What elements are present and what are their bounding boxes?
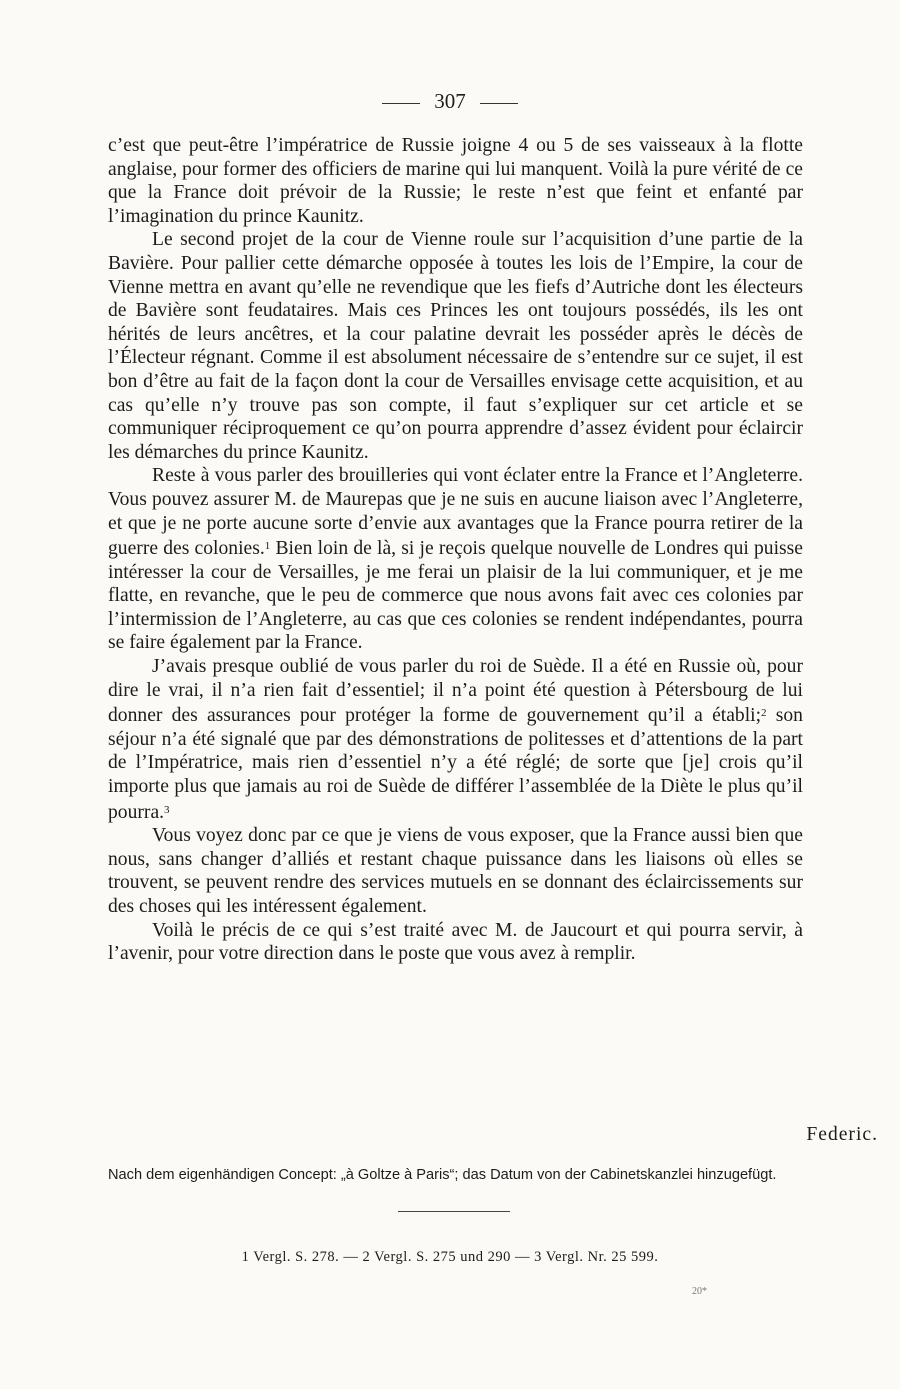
footnotes: 1 Vergl. S. 278. — 2 Vergl. S. 275 und 290 — 3 Vergl. Nr. 25 599. [241, 1249, 659, 1265]
footnote-marker: 1 [264, 540, 271, 553]
source-note: Nach dem eigenhändigen Concept: „à Goltze à Paris“; das Datum von der Cabinetskanzlei hinzugefügt. [108, 1167, 777, 1183]
signature: Federic. [806, 1124, 878, 1145]
printer-signature-mark: 20* [692, 1286, 707, 1297]
page-number: 307 [434, 89, 466, 113]
footnote-marker: 3 [164, 803, 170, 816]
header-dash-left [382, 103, 420, 104]
footnote-marker: 2 [761, 707, 767, 720]
divider [398, 1211, 510, 1212]
paragraph: Le second projet de la cour de Vienne roule sur l’acquisition d’une partie de la Bavière. Pour pallier cette démarche opposée à toutes les lois de l’Empire, la cour de Vienne mettra en avant qu’elle ne revendique que les fiefs d’Autriche dont les électeurs de Bavière sont feudataires. Mais ces Princes les ont toujours possédés, ils les ont hérités de leurs ancêtres, et la cour palatine devrait les posséder après le décès de l’Électeur régnant. Comme il est absolument nécessaire de s’entendre sur ce sujet, il est bon d’être au fait de la façon dont la cour de Versailles envisage cette acquisition, et au cas qu’elle n’y trouve pas son compte, il faut s’expliquer sur cet article et se communiquer réciproquement ce qu’on pourra apprendre d’assez évident pour éclaircir les démarches du prince Kaunitz. [108, 229, 803, 463]
header-dash-right [480, 103, 518, 104]
paragraph: Vous voyez donc par ce que je viens de vous exposer, que la France aussi bien que nous, sans changer d’alliés et restant chaque puissance dans les liaisons où elles se trouvent, se peuvent rendre des services mutuels en se donnant des éclaircissements sur des choses qui les intéressent également. [108, 825, 803, 917]
paragraph-text: J’avais presque oublié de vous parler du roi de Suède. Il a été en Russie où, pour dire le vrai, il n’a rien fait d’essentiel; il n’a point été question à Pétersbourg de lui donner des assurances pour protéger la forme de gouvernement qu’il a établi; [108, 656, 803, 727]
paragraph-text: Reste à vous parler des brouilleries qui vont éclater entre la France et l’Angleterre. Vous pouvez assurer M. de Maurepas que je ne suis en aucune liaison avec l’Angleterre, et que je ne porte aucune sorte d’envie aux avantages que la France pourra retirer de la guerre des colonies. [108, 465, 803, 560]
paragraph [108, 655, 803, 824]
body-text [108, 134, 803, 966]
page-header [0, 88, 900, 114]
paragraph-text: son séjour n’a été signalé que par des démonstrations de politesses et d’attentions de la part de l’Impératrice, mais rien d’essentiel n’y a été réglé; de sorte que [je] crois qu’il importe plus que jamais au roi de Suède de différer l’assemblée de la Diète le plus qu’il pourra. [108, 705, 803, 823]
paragraph: c’est que peut-être l’impératrice de Russie joigne 4 ou 5 de ses vaisseaux à la flotte anglaise, pour former des officiers de marine qui lui manquent. Voilà la pure vérité de ce que la France doit prévoir de la Russie; le reste n’est que feint et enfanté par l’imagination du prince Kaunitz. [108, 135, 803, 227]
paragraph [108, 464, 803, 655]
paragraph-text: Bien loin de là, si je reçois quelque nouvelle de Londres qui puisse intéresser la cour de Versailles, je me ferai un plaisir de la lui communiquer, et je me flatte, en revanche, que le peu de commerce que nous avons fait avec ces colonies par l’intermission de l’Angleterre, au cas que ces colonies se rendent indépendantes, pourra se faire également par la France. [108, 538, 803, 654]
paragraph: Voilà le précis de ce qui s’est traité avec M. de Jaucourt et qui pourra servir, à l’avenir, pour votre direction dans le poste que vous avez à remplir. [108, 919, 803, 965]
